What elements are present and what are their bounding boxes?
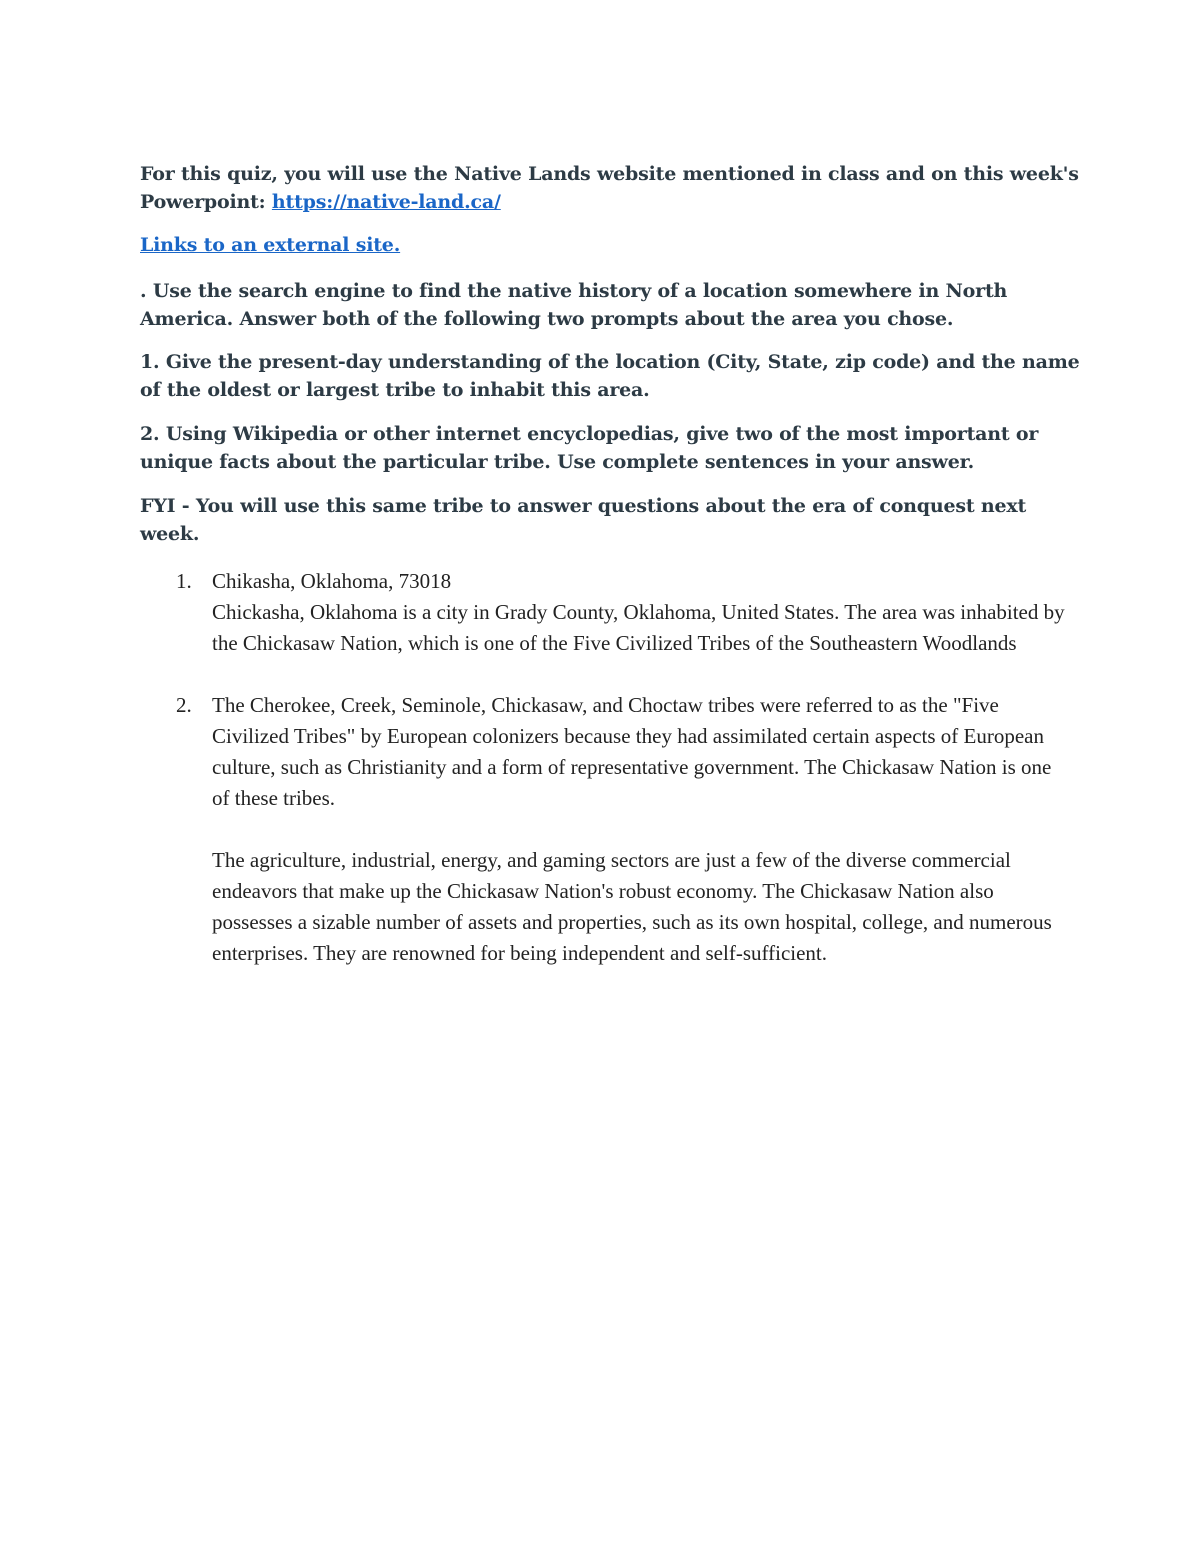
list-spacer bbox=[140, 659, 1070, 690]
list-item bbox=[140, 566, 1070, 659]
list-item-number: 2. bbox=[176, 693, 192, 717]
intro-text: For this quiz, you will use the Native Lands website mentioned in class and on this week's Powerpoint: bbox=[140, 163, 1079, 213]
external-site-link[interactable]: Links to an external site. bbox=[140, 234, 401, 256]
list-item bbox=[140, 690, 1070, 969]
fyi-note: FYI - You will use this same tribe to answer questions about the era of conquest next week. bbox=[140, 495, 1027, 545]
native-land-link[interactable]: https://native-land.ca/ bbox=[271, 191, 501, 213]
prompt-1: 1. Give the present-day understanding of the location (City, State, zip code) and the name of the oldest or largest tribe to inhabit this area. bbox=[140, 351, 1080, 401]
answer-2-body bbox=[212, 690, 1070, 969]
answer-2-paragraph-2: The agriculture, industrial, energy, and gaming sectors are just a few of the diverse commercial endeavors that make up the Chickasaw Nation's robust economy. The Chickasaw Nation also possesses a sizable number of assets and properties, such as its own hospital, college, and numerous enterprises. They are renowned for being independent and self-sufficient. bbox=[212, 848, 1052, 965]
answer-1-text: Chickasha, Oklahoma is a city in Grady County, Oklahoma, United States. The area was inhabited by the Chickasaw Nation, which is one of the Five Civilized Tribes of the Southeastern Woodlands bbox=[212, 600, 1065, 655]
search-instruction: . Use the search engine to find the native history of a location somewhere in North America. Answer both of the following two prompts about the area you chose. bbox=[140, 280, 1008, 330]
answer-list bbox=[140, 566, 1070, 969]
answer-1-location: Chikasha, Oklahoma, 73018 bbox=[212, 569, 452, 593]
answer-2-paragraph-1: The Cherokee, Creek, Seminole, Chickasaw, and Choctaw tribes were referred to as the "Five Civilized Tribes" by European colonizers because they had assimilated certain aspects of European culture, such as Christianity and a form of representative government. The Chickasaw Nation is one of these tribes. bbox=[212, 693, 1052, 810]
external-link-line bbox=[140, 231, 400, 259]
list-item-number: 1. bbox=[176, 569, 192, 593]
intro-paragraph bbox=[140, 160, 1080, 216]
paragraph-spacer bbox=[212, 814, 1070, 845]
answer-1-body bbox=[212, 566, 1070, 659]
prompt-2: 2. Using Wikipedia or other internet encyclopedias, give two of the most important or unique facts about the particular tribe. Use complete sentences in your answer. bbox=[140, 423, 1039, 473]
